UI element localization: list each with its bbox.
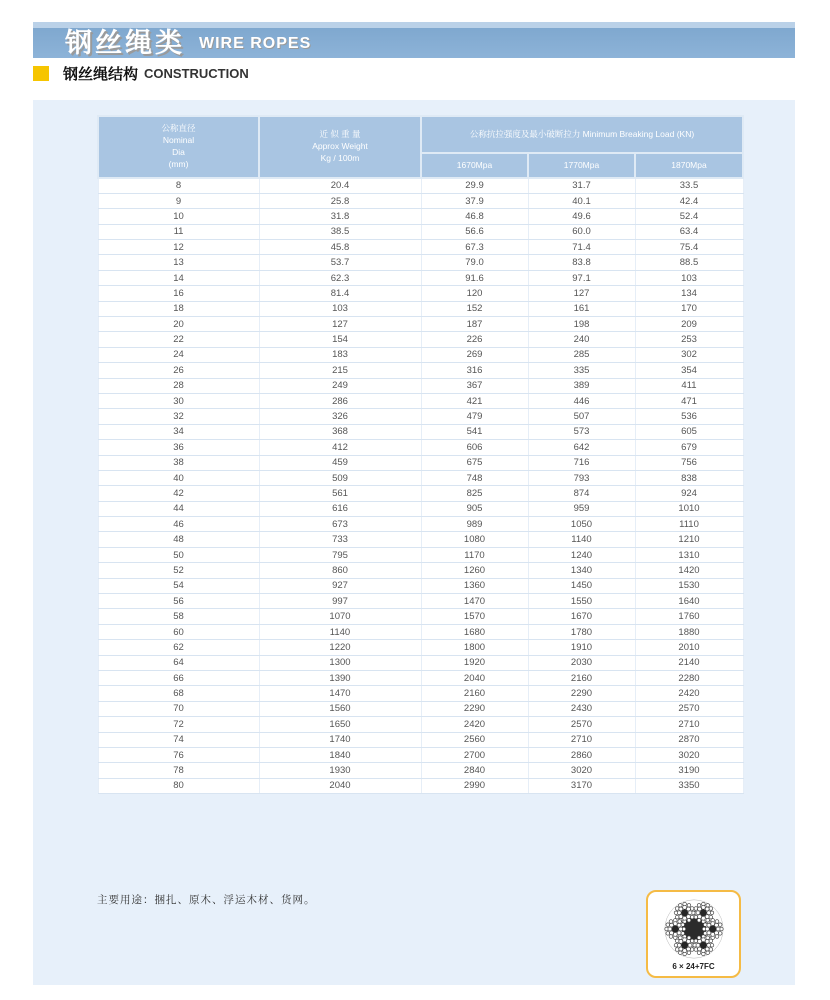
table-cell: 924 xyxy=(635,486,743,501)
table-cell: 1570 xyxy=(421,609,528,624)
table-cell: 507 xyxy=(528,409,635,424)
table-cell: 1650 xyxy=(259,717,421,732)
table-cell: 31.7 xyxy=(528,178,635,193)
table-cell: 1390 xyxy=(259,671,421,686)
table-row xyxy=(98,609,743,624)
table-row xyxy=(98,378,743,393)
table-cell: 64 xyxy=(98,655,259,670)
col-header-1670mpa: 1670Mpa xyxy=(421,153,528,178)
table-cell: 561 xyxy=(259,486,421,501)
table-row xyxy=(98,578,743,593)
table-cell: 76 xyxy=(98,747,259,762)
table-cell: 60 xyxy=(98,624,259,639)
table-cell: 2280 xyxy=(635,671,743,686)
table-cell: 1080 xyxy=(421,532,528,547)
table-row xyxy=(98,440,743,455)
table-cell: 30 xyxy=(98,393,259,408)
table-cell: 3350 xyxy=(635,778,743,793)
table-cell: 1260 xyxy=(421,563,528,578)
spec-table xyxy=(97,115,744,794)
table-row xyxy=(98,594,743,609)
table-cell: 733 xyxy=(259,532,421,547)
table-row xyxy=(98,532,743,547)
table-cell: 56.6 xyxy=(421,224,528,239)
table-cell: 249 xyxy=(259,378,421,393)
table-cell: 54 xyxy=(98,578,259,593)
table-cell: 48 xyxy=(98,532,259,547)
table-cell: 36 xyxy=(98,440,259,455)
table-row xyxy=(98,317,743,332)
table-row xyxy=(98,347,743,362)
table-cell: 411 xyxy=(635,378,743,393)
table-cell: 8 xyxy=(98,178,259,193)
table-cell: 18 xyxy=(98,301,259,316)
table-cell: 285 xyxy=(528,347,635,362)
table-cell: 997 xyxy=(259,594,421,609)
table-cell: 38 xyxy=(98,455,259,470)
table-cell: 103 xyxy=(635,270,743,285)
col-header-nominal-dia xyxy=(98,116,259,178)
table-cell: 2560 xyxy=(421,732,528,747)
table-cell: 1880 xyxy=(635,624,743,639)
table-row xyxy=(98,301,743,316)
table-cell: 66 xyxy=(98,671,259,686)
table-cell: 120 xyxy=(421,286,528,301)
col2-line2: Approx Weight xyxy=(312,141,368,152)
table-cell: 3020 xyxy=(528,763,635,778)
table-cell: 50 xyxy=(98,547,259,562)
table-cell: 38.5 xyxy=(259,224,421,239)
table-cell: 2040 xyxy=(259,778,421,793)
table-cell: 509 xyxy=(259,470,421,485)
table-cell: 26 xyxy=(98,363,259,378)
table-cell: 209 xyxy=(635,317,743,332)
table-cell: 326 xyxy=(259,409,421,424)
table-cell: 240 xyxy=(528,332,635,347)
col2-line3: Kg / 100m xyxy=(320,152,360,163)
table-cell: 183 xyxy=(259,347,421,362)
table-cell: 60.0 xyxy=(528,224,635,239)
table-cell: 2290 xyxy=(528,686,635,701)
table-cell: 825 xyxy=(421,486,528,501)
table-cell: 479 xyxy=(421,409,528,424)
table-cell: 127 xyxy=(259,317,421,332)
table-cell: 3190 xyxy=(635,763,743,778)
section-title-zh: 钢丝绳结构 xyxy=(63,66,139,83)
table-cell: 927 xyxy=(259,578,421,593)
table-cell: 2420 xyxy=(421,717,528,732)
table-row xyxy=(98,332,743,347)
table-cell: 42.4 xyxy=(635,193,743,208)
table-cell: 28 xyxy=(98,378,259,393)
table-cell: 32 xyxy=(98,409,259,424)
table-cell: 97.1 xyxy=(528,270,635,285)
table-cell: 46.8 xyxy=(421,209,528,224)
table-cell: 80 xyxy=(98,778,259,793)
table-cell: 1310 xyxy=(635,547,743,562)
table-cell: 49.6 xyxy=(528,209,635,224)
rope-figure-caption: 6 × 24+7FC xyxy=(672,962,715,971)
table-cell: 2710 xyxy=(528,732,635,747)
table-cell: 675 xyxy=(421,455,528,470)
table-cell: 3170 xyxy=(528,778,635,793)
table-cell: 1210 xyxy=(635,532,743,547)
table-cell: 2420 xyxy=(635,686,743,701)
table-row xyxy=(98,363,743,378)
table-cell: 134 xyxy=(635,286,743,301)
table-cell: 1420 xyxy=(635,563,743,578)
table-cell: 1640 xyxy=(635,594,743,609)
table-cell: 446 xyxy=(528,393,635,408)
table-cell: 52 xyxy=(98,563,259,578)
table-cell: 74 xyxy=(98,732,259,747)
table-cell: 1800 xyxy=(421,640,528,655)
table-row xyxy=(98,224,743,239)
table-cell: 1470 xyxy=(259,686,421,701)
table-cell: 33.5 xyxy=(635,178,743,193)
table-cell: 44 xyxy=(98,501,259,516)
table-cell: 793 xyxy=(528,470,635,485)
table-cell: 2010 xyxy=(635,640,743,655)
table-cell: 860 xyxy=(259,563,421,578)
table-cell: 335 xyxy=(528,363,635,378)
table-cell: 1340 xyxy=(528,563,635,578)
table-cell: 16 xyxy=(98,286,259,301)
banner-title-zh: 钢丝绳类 xyxy=(65,27,185,58)
table-cell: 62 xyxy=(98,640,259,655)
content-panel xyxy=(33,100,795,985)
table-cell: 161 xyxy=(528,301,635,316)
table-cell: 2140 xyxy=(635,655,743,670)
table-row xyxy=(98,178,743,193)
table-cell: 354 xyxy=(635,363,743,378)
table-cell: 1920 xyxy=(421,655,528,670)
table-cell: 616 xyxy=(259,501,421,516)
table-cell: 253 xyxy=(635,332,743,347)
table-cell: 40.1 xyxy=(528,193,635,208)
table-row xyxy=(98,470,743,485)
table-cell: 198 xyxy=(528,317,635,332)
table-row xyxy=(98,486,743,501)
table-row xyxy=(98,409,743,424)
table-cell: 573 xyxy=(528,424,635,439)
table-cell: 58 xyxy=(98,609,259,624)
table-cell: 716 xyxy=(528,455,635,470)
yellow-square-icon xyxy=(33,66,49,81)
table-cell: 2160 xyxy=(528,671,635,686)
table-cell: 1140 xyxy=(259,624,421,639)
table-cell: 63.4 xyxy=(635,224,743,239)
table-cell: 748 xyxy=(421,470,528,485)
table-cell: 75.4 xyxy=(635,240,743,255)
usage-note: 主要用途：捆扎、原木、浮运木材、货网。 xyxy=(97,894,316,906)
table-cell: 20 xyxy=(98,317,259,332)
table-cell: 1930 xyxy=(259,763,421,778)
table-cell: 2430 xyxy=(528,701,635,716)
table-row xyxy=(98,563,743,578)
table-cell: 989 xyxy=(421,517,528,532)
table-body xyxy=(98,178,743,794)
col1-line3: Dia xyxy=(172,147,185,157)
table-cell: 11 xyxy=(98,224,259,239)
table-row xyxy=(98,501,743,516)
table-cell: 1840 xyxy=(259,747,421,762)
table-cell: 1140 xyxy=(528,532,635,547)
table-cell: 2570 xyxy=(635,701,743,716)
table-row xyxy=(98,455,743,470)
table-cell: 2570 xyxy=(528,717,635,732)
table-cell: 412 xyxy=(259,440,421,455)
table-cell: 53.7 xyxy=(259,255,421,270)
table-row xyxy=(98,393,743,408)
table-row xyxy=(98,747,743,762)
table-row xyxy=(98,255,743,270)
table-cell: 42 xyxy=(98,486,259,501)
col1-line1: 公称直径 xyxy=(161,123,196,134)
table-cell: 10 xyxy=(98,209,259,224)
table-cell: 1450 xyxy=(528,578,635,593)
table-row xyxy=(98,517,743,532)
table-cell: 874 xyxy=(528,486,635,501)
col-header-approx-weight xyxy=(259,116,421,178)
table-cell: 2990 xyxy=(421,778,528,793)
table-cell: 1910 xyxy=(528,640,635,655)
table-row xyxy=(98,717,743,732)
section-title-en: CONSTRUCTION xyxy=(144,66,249,81)
table-cell: 269 xyxy=(421,347,528,362)
col2-line1: 近 似 重 量 xyxy=(319,129,361,140)
table-cell: 25.8 xyxy=(259,193,421,208)
table-row xyxy=(98,209,743,224)
table-cell: 9 xyxy=(98,193,259,208)
table-cell: 1780 xyxy=(528,624,635,639)
table-cell: 12 xyxy=(98,240,259,255)
table-cell: 1110 xyxy=(635,517,743,532)
table-cell: 1560 xyxy=(259,701,421,716)
table-cell: 81.4 xyxy=(259,286,421,301)
table-cell: 389 xyxy=(528,378,635,393)
table-cell: 13 xyxy=(98,255,259,270)
table-cell: 34 xyxy=(98,424,259,439)
table-cell: 103 xyxy=(259,301,421,316)
table-cell: 459 xyxy=(259,455,421,470)
table-cell: 226 xyxy=(421,332,528,347)
col-header-1770mpa: 1770Mpa xyxy=(528,153,635,178)
table-cell: 905 xyxy=(421,501,528,516)
table-row xyxy=(98,686,743,701)
table-cell: 70 xyxy=(98,701,259,716)
table-cell: 368 xyxy=(259,424,421,439)
table-cell: 3020 xyxy=(635,747,743,762)
table-cell: 14 xyxy=(98,270,259,285)
table-cell: 22 xyxy=(98,332,259,347)
table-cell: 316 xyxy=(421,363,528,378)
table-row xyxy=(98,640,743,655)
table-cell: 1300 xyxy=(259,655,421,670)
table-cell: 959 xyxy=(528,501,635,516)
table-cell: 605 xyxy=(635,424,743,439)
col1-line2: Nominal xyxy=(162,135,195,146)
table-cell: 838 xyxy=(635,470,743,485)
table-cell: 83.8 xyxy=(528,255,635,270)
table-cell: 1240 xyxy=(528,547,635,562)
table-cell: 72 xyxy=(98,717,259,732)
table-cell: 1760 xyxy=(635,609,743,624)
banner-title-en: WIRE ROPES xyxy=(199,35,312,52)
table-cell: 2860 xyxy=(528,747,635,762)
table-row xyxy=(98,270,743,285)
table-cell: 215 xyxy=(259,363,421,378)
table-cell: 79.0 xyxy=(421,255,528,270)
table-cell: 421 xyxy=(421,393,528,408)
page-banner xyxy=(33,22,795,58)
table-cell: 52.4 xyxy=(635,209,743,224)
table-cell: 37.9 xyxy=(421,193,528,208)
table-cell: 1360 xyxy=(421,578,528,593)
table-cell: 679 xyxy=(635,440,743,455)
table-cell: 2040 xyxy=(421,671,528,686)
table-cell: 71.4 xyxy=(528,240,635,255)
table-row xyxy=(98,193,743,208)
table-cell: 88.5 xyxy=(635,255,743,270)
table-cell: 29.9 xyxy=(421,178,528,193)
table-cell: 31.8 xyxy=(259,209,421,224)
table-cell: 187 xyxy=(421,317,528,332)
table-cell: 56 xyxy=(98,594,259,609)
table-row xyxy=(98,286,743,301)
table-cell: 2160 xyxy=(421,686,528,701)
table-cell: 1170 xyxy=(421,547,528,562)
table-cell: 367 xyxy=(421,378,528,393)
table-cell: 91.6 xyxy=(421,270,528,285)
table-cell: 302 xyxy=(635,347,743,362)
table-cell: 24 xyxy=(98,347,259,362)
table-cell: 127 xyxy=(528,286,635,301)
table-row xyxy=(98,671,743,686)
col-header-breaking-load-group: 公称抗拉强度及最小破断拉力 Minimum Breaking Load (KN) xyxy=(421,116,743,153)
table-cell: 78 xyxy=(98,763,259,778)
table-cell: 642 xyxy=(528,440,635,455)
col-header-1870mpa: 1870Mpa xyxy=(635,153,743,178)
table-cell: 1470 xyxy=(421,594,528,609)
table-cell: 2840 xyxy=(421,763,528,778)
table-cell: 68 xyxy=(98,686,259,701)
table-cell: 1050 xyxy=(528,517,635,532)
table-cell: 1670 xyxy=(528,609,635,624)
table-cell: 1220 xyxy=(259,640,421,655)
table-cell: 606 xyxy=(421,440,528,455)
table-row xyxy=(98,547,743,562)
table-cell: 1070 xyxy=(259,609,421,624)
table-cell: 2290 xyxy=(421,701,528,716)
rope-figure-box xyxy=(646,890,741,978)
table-row xyxy=(98,701,743,716)
table-cell: 756 xyxy=(635,455,743,470)
table-cell: 2030 xyxy=(528,655,635,670)
table-cell: 67.3 xyxy=(421,240,528,255)
table-cell: 286 xyxy=(259,393,421,408)
table-cell: 20.4 xyxy=(259,178,421,193)
table-cell: 154 xyxy=(259,332,421,347)
table-row xyxy=(98,624,743,639)
table-cell: 62.3 xyxy=(259,270,421,285)
table-row xyxy=(98,763,743,778)
table-cell: 2870 xyxy=(635,732,743,747)
table-cell: 1680 xyxy=(421,624,528,639)
table-cell: 1740 xyxy=(259,732,421,747)
table-cell: 1010 xyxy=(635,501,743,516)
table-row xyxy=(98,778,743,793)
table-cell: 45.8 xyxy=(259,240,421,255)
col1-line4: (mm) xyxy=(168,158,189,169)
table-row xyxy=(98,732,743,747)
table-row xyxy=(98,424,743,439)
table-cell: 170 xyxy=(635,301,743,316)
table-cell: 1550 xyxy=(528,594,635,609)
table-cell: 1530 xyxy=(635,578,743,593)
section-header xyxy=(33,63,249,84)
table-cell: 795 xyxy=(259,547,421,562)
table-cell: 536 xyxy=(635,409,743,424)
spec-table-header xyxy=(98,116,743,178)
table-cell: 2710 xyxy=(635,717,743,732)
table-cell: 673 xyxy=(259,517,421,532)
table-cell: 541 xyxy=(421,424,528,439)
rope-cross-section-image xyxy=(658,895,730,963)
table-cell: 46 xyxy=(98,517,259,532)
table-cell: 40 xyxy=(98,470,259,485)
table-row xyxy=(98,655,743,670)
table-cell: 2700 xyxy=(421,747,528,762)
table-cell: 152 xyxy=(421,301,528,316)
table-cell: 471 xyxy=(635,393,743,408)
table-row xyxy=(98,240,743,255)
